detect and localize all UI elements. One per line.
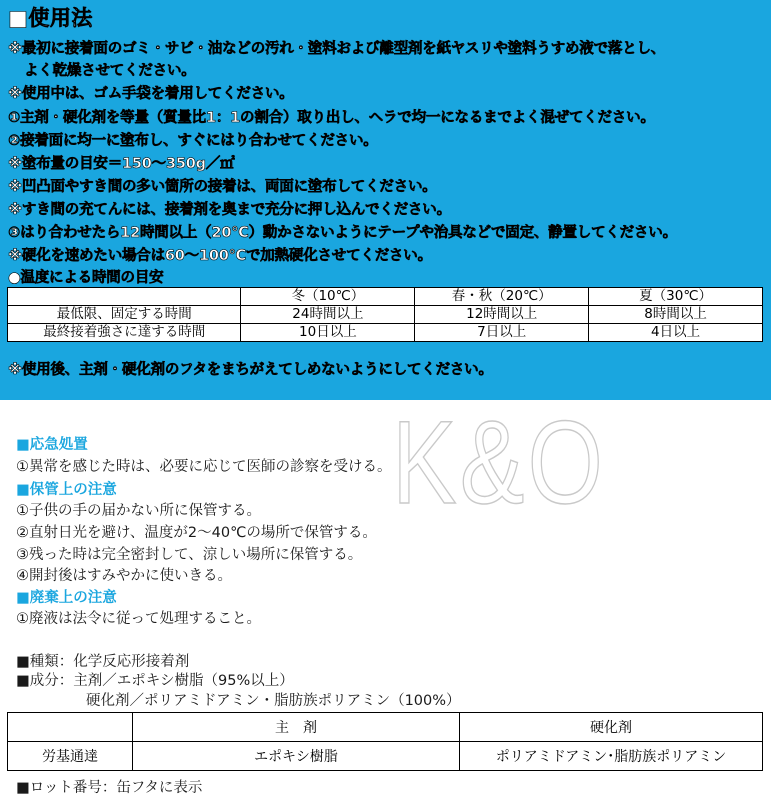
storage-title: ■保管上の注意 — [16, 482, 117, 498]
table-cell: ポリアミドアミン･脂肪族ポリアミン — [460, 742, 763, 771]
usage-line: ※使用中は、ゴム手袋を着用してください。 — [8, 86, 294, 102]
usage-title: ■使用法 — [8, 6, 93, 30]
storage-line: ①子供の手の届かない所に保管する。 — [16, 503, 261, 519]
table-header-hardener: 硬化剤 — [460, 713, 763, 742]
usage-line: ③はり合わせたら12時間以上（20℃）動かさないようにテープや治具などで固定、静置してください。 — [8, 225, 677, 241]
usage-line: ※すき間の充てんには、接着剤を奥まで充分に押し込んでください。 — [8, 202, 451, 218]
usage-line: ①主剤・硬化剤を等量（質量比1：1の割合）取り出し、ヘラで均一になるまでよく混ぜてください。 — [8, 110, 655, 126]
product-type: ■種類：化学反応形接着剤 — [16, 654, 190, 670]
table-header-row — [8, 288, 763, 306]
watermark-logo: K&O — [392, 397, 607, 529]
table-cell: 12時間以上 — [415, 306, 589, 324]
table-cell: 最低限、固定する時間 — [8, 306, 241, 324]
table-cell: 7日以上 — [415, 324, 589, 342]
disposal-line: ①廃液は法令に従って処理すること。 — [16, 611, 261, 627]
table-header-spring-autumn: 春・秋（20℃） — [415, 288, 589, 306]
table-row — [8, 306, 763, 324]
table-cell — [8, 713, 133, 742]
temperature-heading: ●温度による時間の目安 — [8, 270, 164, 286]
table-cell — [8, 288, 241, 306]
usage-line: ※塗布量の目安＝150～350g／㎡ — [8, 156, 235, 172]
table-cell: 24時間以上 — [241, 306, 415, 324]
storage-line: ②直射日光を避け、温度が2～40℃の場所で保管する。 — [16, 525, 377, 541]
table-header-row — [8, 713, 763, 742]
product-hardener: 硬化剤／ポリアミドアミン・脂肪族ポリアミン（100%） — [86, 693, 461, 709]
temperature-time-table — [7, 287, 763, 342]
product-component: ■成分：主剤／エポキシ樹脂（95%以上） — [16, 673, 294, 689]
table-header-summer: 夏（30℃） — [589, 288, 763, 306]
usage-line: ※硬化を速めたい場合は60～100℃で加熱硬化させてください。 — [8, 248, 432, 264]
storage-line: ③残った時は完全密封して、涼しい場所に保管する。 — [16, 547, 363, 563]
usage-line: よく乾燥させてください。 — [24, 63, 196, 79]
table-cell: 4日以上 — [589, 324, 763, 342]
table-row — [8, 742, 763, 771]
table-cell: 8時間以上 — [589, 306, 763, 324]
after-use-note: ※使用後、主剤・硬化剤のフタをまちがえてしめないようにしてください。 — [8, 362, 493, 378]
table-cell: 最終接着強さに達する時間 — [8, 324, 241, 342]
disposal-title: ■廃棄上の注意 — [16, 590, 117, 606]
table-row — [8, 324, 763, 342]
table-header-main-agent: 主 剤 — [133, 713, 460, 742]
component-table — [7, 712, 763, 771]
usage-line: ※凹凸面やすき間の多い箇所の接着は、両面に塗布してください。 — [8, 179, 437, 195]
table-header-winter: 冬（10℃） — [241, 288, 415, 306]
emergency-line: ①異常を感じた時は、必要に応じて医師の診察を受ける。 — [16, 459, 392, 475]
lot-number: ■ロット番号：缶フタに表示 — [16, 780, 203, 796]
storage-line: ④開封後はすみやかに使いきる。 — [16, 568, 232, 584]
emergency-title: ■応急処置 — [16, 437, 88, 453]
usage-line: ※最初に接着面のゴミ・サビ・油などの汚れ・塗料および離型剤を紙ヤスリや塗料うすめ液で落とし、 — [8, 41, 666, 57]
table-cell: 10日以上 — [241, 324, 415, 342]
table-cell: 労基通達 — [8, 742, 133, 771]
usage-line: ②接着面に均一に塗布し、すぐにはり合わせてください。 — [8, 133, 378, 149]
table-cell: エポキシ樹脂 — [133, 742, 460, 771]
